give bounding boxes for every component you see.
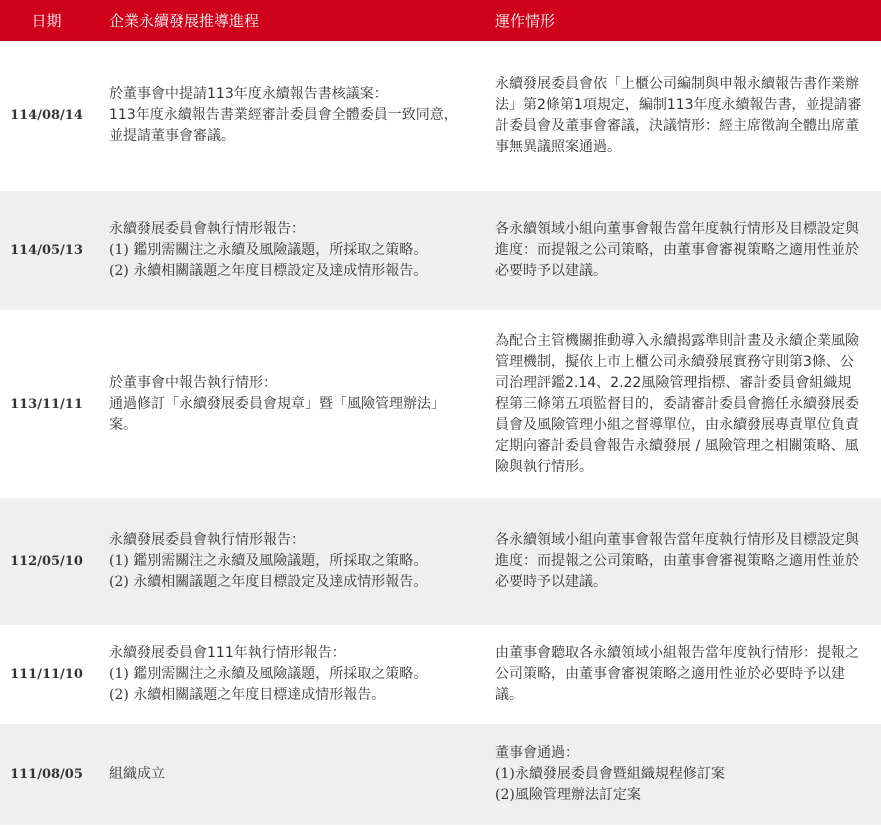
row-operation [481, 498, 881, 626]
row-progress [93, 626, 481, 724]
row-date: 114/05/13 [0, 191, 93, 311]
progress-line: 組織成立 [109, 766, 165, 782]
operation-line: 各永續領域小組向董事會報告當年度執行情形及目標設定與進度：而提報之公司策略，由董事會審視策略之適用性並於必要時予以建議。 [495, 532, 859, 590]
row-date: 111/08/05 [0, 724, 93, 826]
progress-line: 於董事會中報告執行情形： [109, 374, 277, 391]
row-operation [481, 311, 881, 498]
row-operation [481, 724, 881, 826]
operation-line: 董事會通過： [495, 745, 579, 761]
progress-line: 永續發展委員會執行情形報告： [109, 221, 305, 237]
progress-line: (2) 永續相關議題之年度目標設定及達成情形報告。 [109, 263, 428, 279]
row-date: 113/11/11 [0, 311, 93, 498]
progress-line: (2) 永續相關議題之年度目標達成情形報告。 [109, 687, 386, 703]
table-header-row [0, 0, 881, 41]
progress-line: (2) 永續相關議題之年度目標設定及達成情形報告。 [109, 574, 428, 590]
header-operation: 運作情形 [481, 0, 881, 41]
table-row [0, 311, 881, 498]
progress-line: 永續發展委員會執行情形報告： [109, 532, 305, 548]
operation-line: 由董事會聽取各永續領域小組報告當年度執行情形：提報之公司策略，由董事會審視策略之適用性並於必要時予以建議。 [495, 645, 859, 703]
progress-line: (1) 鑑別需關注之永續及風險議題，所採取之策略。 [109, 553, 428, 569]
progress-line: (1) 鑑別需關注之永續及風險議題，所採取之策略。 [109, 242, 428, 258]
operation-line: (2)風險管理辦法訂定案 [495, 787, 641, 803]
operation-line: (1)永續發展委員會暨組織規程修訂案 [495, 766, 725, 782]
row-operation [481, 626, 881, 724]
row-date: 112/05/10 [0, 498, 93, 626]
row-progress [93, 498, 481, 626]
row-date: 114/08/14 [0, 41, 93, 191]
operation-line: 為配合主管機關推動導入永續揭露準則計畫及永續企業風險管理機制，擬依上市上櫃公司永續發展實務守則第3條、公司治理評鑑2.14、2.22風險管理指標、審計委員會組織規程第三條第五項監督目的，委請審計委員會擔任永續發展委員會及風險管理小組之督導單位，由永續發展專責單位負責定期向審計委員會報告永續發展 / 風險管理之相關策略、風險與執行情形。 [495, 332, 859, 475]
operation-line: 各永續領域小組向董事會報告當年度執行情形及目標設定與進度：而提報之公司策略，由董事會審視策略之適用性並於必要時予以建議。 [495, 221, 859, 279]
table-row [0, 498, 881, 626]
header-date: 日期 [0, 0, 93, 41]
row-date: 111/11/10 [0, 626, 93, 724]
table-row [0, 191, 881, 311]
progress-line: 113年度永續報告書業經審計委員會全體委員一致同意，並提請董事會審議。 [109, 107, 458, 144]
table-row [0, 724, 881, 826]
row-operation [481, 191, 881, 311]
row-progress [93, 41, 481, 191]
progress-line: 通過修訂「永續發展委員會規章」暨「風險管理辦法」案。 [109, 395, 445, 433]
row-operation [481, 41, 881, 191]
row-progress [93, 311, 481, 498]
operation-line: 永續發展委員會依「上櫃公司編制與申報永續報告書作業辦法」第2條第1項規定，編制113年度永續報告書，並提請審計委員會及董事會審議，決議情形：經主席徵詢全體出席董事無異議照案通過。 [495, 75, 862, 155]
row-progress [93, 191, 481, 311]
table-row [0, 41, 881, 191]
header-progress: 企業永續發展推導進程 [93, 0, 481, 41]
progress-line: 於董事會中提請113年度永續報告書核議案： [109, 86, 388, 102]
table-row [0, 626, 881, 724]
progress-line: (1) 鑑別需關注之永續及風險議題，所採取之策略。 [109, 666, 428, 682]
row-progress [93, 724, 481, 826]
progress-line: 永續發展委員會111年執行情形報告： [109, 645, 346, 661]
